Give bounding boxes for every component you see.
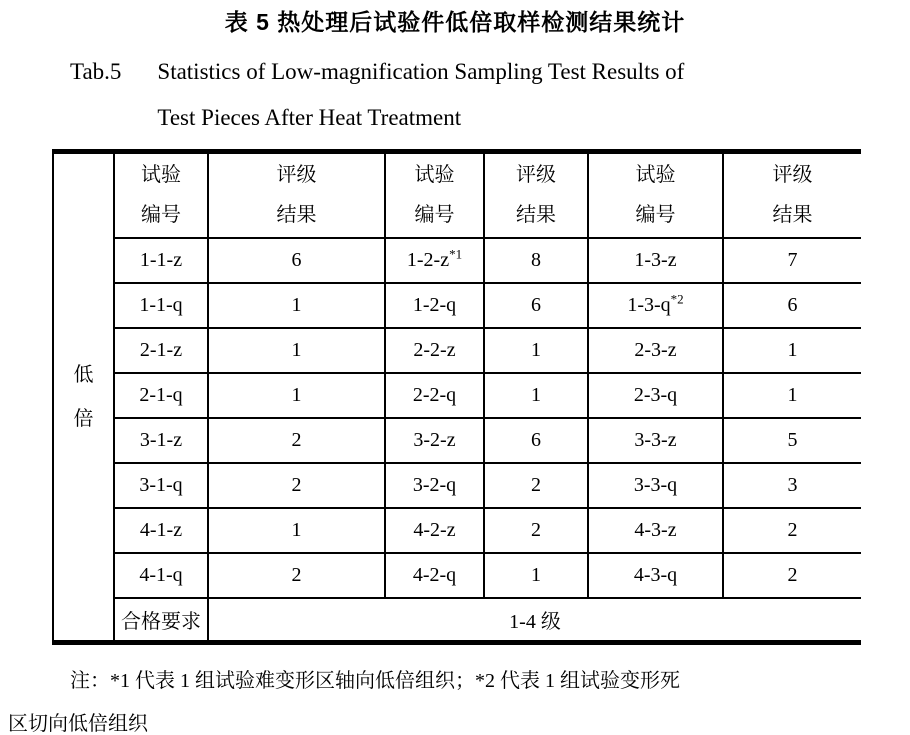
test-id: 2-3-z [634, 338, 677, 361]
test-id-cell [588, 238, 723, 283]
rating-value-cell: 2 [484, 463, 588, 508]
test-id-cell [114, 508, 208, 553]
header-line: 评级 [516, 164, 556, 187]
header-line: 试验 [635, 164, 676, 187]
test-id-cell [114, 373, 208, 418]
footnote-line2: 区切向低倍组织 [8, 713, 148, 735]
table-title-english-lines [157, 49, 684, 141]
rating-value-cell: 2 [723, 553, 861, 598]
table-title-english [70, 49, 910, 141]
rating-value-cell: 1 [208, 328, 385, 373]
rating-value-cell: 2 [208, 418, 385, 463]
table-row [53, 283, 861, 328]
test-id: 4-1-z [139, 518, 183, 541]
rating-value-cell: 2 [208, 463, 385, 508]
rating-value-cell: 5 [723, 418, 861, 463]
test-id: 4-2-z [413, 518, 456, 541]
header-cell-rating-3 [723, 152, 861, 238]
test-id: 1-3-q [627, 293, 671, 316]
test-id-cell [588, 418, 723, 463]
rating-value-cell: 6 [484, 283, 588, 328]
header-line: 试验 [141, 164, 181, 187]
test-id: 2-2-q [412, 383, 457, 406]
rating-value-cell: 2 [208, 553, 385, 598]
test-id: 3-2-z [413, 428, 456, 451]
test-id: 2-2-z [413, 338, 456, 361]
header-line: 评级 [772, 164, 813, 187]
table-row [53, 418, 861, 463]
test-id-cell [588, 283, 723, 328]
table-footnote [8, 660, 902, 735]
header-cell-test-no-3 [588, 152, 723, 238]
header-cell-test-no-2 [385, 152, 484, 238]
rating-value-cell: 1 [484, 328, 588, 373]
requirement-value-cell: 1-4 级 [208, 598, 861, 643]
test-id-cell [385, 418, 484, 463]
side-label-cell [53, 152, 114, 643]
test-id: 3-2-q [412, 473, 457, 496]
rating-value-cell: 1 [484, 553, 588, 598]
test-id-cell [114, 283, 208, 328]
test-id: 4-2-q [412, 563, 457, 586]
test-id-cell [588, 463, 723, 508]
rating-value-cell: 3 [723, 463, 861, 508]
test-id: 3-1-z [139, 428, 183, 451]
test-id-cell [588, 508, 723, 553]
requirement-row [53, 598, 861, 643]
side-label: 低倍 [73, 364, 94, 430]
table-header-row [53, 152, 861, 238]
table-title-english-line2: Test Pieces After Heat Treatment [157, 105, 462, 130]
footnote-marker: *1 [449, 245, 463, 261]
test-id: 1-3-z [634, 248, 677, 271]
header-line: 编号 [635, 204, 676, 227]
test-id-cell [385, 238, 484, 283]
rating-value-cell: 6 [208, 238, 385, 283]
test-id-cell [385, 463, 484, 508]
rating-value-cell: 1 [208, 508, 385, 553]
test-id: 3-3-q [633, 473, 678, 496]
test-id: 2-1-z [139, 338, 183, 361]
rating-value-cell: 1 [723, 328, 861, 373]
test-id-cell [385, 283, 484, 328]
rating-value-cell: 1 [208, 283, 385, 328]
test-id-cell [588, 553, 723, 598]
test-id: 1-1-z [139, 248, 183, 271]
table-row [53, 463, 861, 508]
table-row [53, 328, 861, 373]
table-number-label: Tab.5 [70, 59, 122, 84]
table-row [53, 508, 861, 553]
header-cell-rating-1 [208, 152, 385, 238]
rating-value-cell: 1 [723, 373, 861, 418]
test-id: 3-3-z [634, 428, 677, 451]
test-id-cell [385, 373, 484, 418]
header-line: 结果 [516, 204, 556, 227]
header-line: 结果 [772, 204, 813, 227]
test-id: 3-1-q [139, 473, 183, 496]
footnote-marker: *2 [670, 290, 684, 306]
table-row [53, 238, 861, 283]
results-table [52, 149, 861, 645]
test-id-cell [114, 238, 208, 283]
test-id: 4-3-q [633, 563, 678, 586]
rating-value-cell: 2 [723, 508, 861, 553]
rating-value-cell: 7 [723, 238, 861, 283]
test-id-cell [588, 373, 723, 418]
test-id-cell [114, 328, 208, 373]
rating-value-cell: 2 [484, 508, 588, 553]
header-line: 评级 [276, 164, 317, 187]
test-id-cell [385, 328, 484, 373]
footnote-line1: 注：*1 代表 1 组试验难变形区轴向低倍组织；*2 代表 1 组试验变形死 [70, 670, 680, 692]
test-id-cell [588, 328, 723, 373]
rating-value-cell: 8 [484, 238, 588, 283]
rating-value-cell: 6 [723, 283, 861, 328]
requirement-label-cell: 合格要求 [114, 598, 208, 643]
table-row [53, 553, 861, 598]
header-line: 编号 [141, 204, 181, 227]
test-id-cell [114, 418, 208, 463]
test-id: 2-1-q [139, 383, 183, 406]
rating-value-cell: 6 [484, 418, 588, 463]
test-id-cell [385, 553, 484, 598]
test-id: 2-3-q [633, 383, 678, 406]
header-line: 编号 [414, 204, 455, 227]
header-line: 试验 [414, 164, 455, 187]
table-title-chinese: 表 5 热处理后试验件低倍取样检测结果统计 [224, 9, 686, 35]
header-cell-rating-2 [484, 152, 588, 238]
test-id-cell [385, 508, 484, 553]
rating-value-cell: 1 [484, 373, 588, 418]
test-id: 1-2-q [412, 293, 457, 316]
test-id-cell [114, 463, 208, 508]
header-line: 结果 [276, 204, 317, 227]
header-cell-test-no-1 [114, 152, 208, 238]
table-row [53, 373, 861, 418]
test-id: 1-1-q [139, 293, 183, 316]
test-id: 1-2-z [406, 248, 450, 271]
test-id-cell [114, 553, 208, 598]
table-title-english-line1: Statistics of Low-magnification Sampling Test Results of [157, 59, 685, 84]
test-id: 4-3-z [634, 518, 677, 541]
rating-value-cell: 1 [208, 373, 385, 418]
test-id: 4-1-q [139, 563, 183, 586]
